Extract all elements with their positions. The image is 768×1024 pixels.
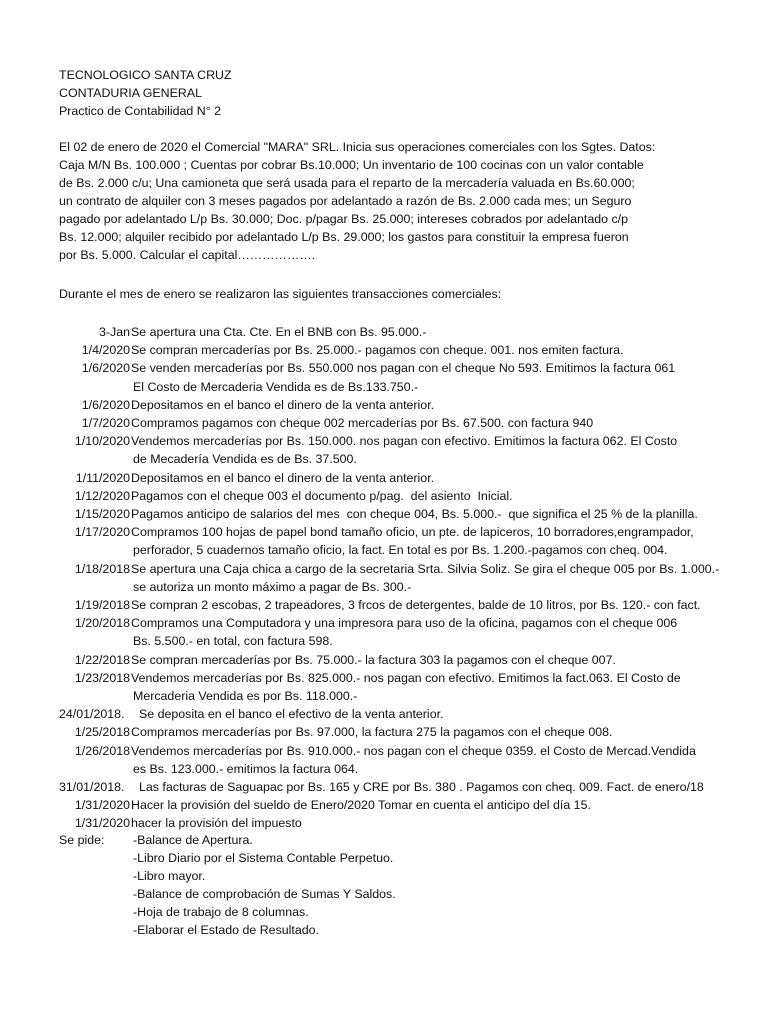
requirement-item: -Libro Diario por el Sistema Contable Perpetuo. — [133, 851, 394, 865]
transaction-date: 1/17/2020 — [74, 525, 130, 539]
intro-line: pagado por adelantado L/p Bs. 30.000; Doc. p/pagar Bs. 25.000; intereses cobrados por adelantado c/p — [59, 212, 628, 226]
requirement-item: -Balance de comprobación de Sumas Y Saldos. — [133, 887, 396, 901]
transaction-text: Se deposita en el banco el efectivo de la venta anterior. — [139, 707, 444, 721]
transaction-date: 1/18/2018 — [74, 562, 130, 576]
transaction-date: 1/22/2018 — [74, 653, 130, 667]
transaction-text-continued: de Mecadería Vendida es de Bs. 37.500. — [133, 452, 357, 466]
transaction-text: hacer la provisión del impuesto — [131, 816, 302, 830]
transaction-text: Pagamos anticipo de salarios del mes con cheque 004, Bs. 5.000.- que significa el 25 % de la planilla. — [131, 507, 698, 521]
transaction-text: Compramos 100 hojas de papel bond tamaño oficio, un pte. de lapiceros, 10 borradores,engrampador, — [131, 525, 694, 539]
transaction-text: Vendemos mercaderías por Bs. 825.000.- nos pagan con efectivo. Emitimos la fact.063. El Costo de — [131, 671, 681, 685]
transaction-text: Se venden mercaderías por Bs. 550.000 nos pagan con el cheque No 593. Emitimos la factura 061 — [131, 361, 676, 375]
section-intro: Durante el mes de enero se realizaron las siguientes transacciones comerciales: — [59, 287, 502, 301]
transaction-date: 1/31/2020 — [74, 816, 130, 830]
transaction-text-continued: se autoriza un monto máximo a pagar de Bs. 300.- — [133, 580, 412, 594]
transaction-text: Depositamos en el banco el dinero de la venta anterior. — [131, 471, 435, 485]
transaction-text: Se apertura una Caja chica a cargo de la secretaria Srta. Silvia Soliz. Se gira el cheque 005 por Bs. 1.000.- — [131, 562, 720, 576]
institution-name: TECNOLOGICO SANTA CRUZ — [59, 68, 232, 82]
intro-line: por Bs. 5.000. Calcular el capital………………. — [59, 248, 316, 262]
requirement-item: -Balance de Apertura. — [133, 833, 253, 847]
intro-line: El 02 de enero de 2020 el Comercial "MARA" SRL. Inicia sus operaciones comerciales con los Sgtes. Datos: — [59, 140, 656, 154]
transaction-date: 1/12/2020 — [74, 489, 130, 503]
transaction-text-continued: perforador, 5 cuadernos tamaño oficio, la fact. En total es por Bs. 1.200.-pagamos con cheq. 004. — [133, 543, 668, 557]
transaction-text: Pagamos con el cheque 003 el documento p/pag. del asiento Inicial. — [131, 489, 513, 503]
transaction-date: 3-Jan — [99, 325, 130, 339]
transaction-text: Compramos mercaderías por Bs. 97.000, la factura 275 la pagamos con el cheque 008. — [131, 725, 613, 739]
transaction-date: 1/4/2020 — [81, 343, 130, 357]
transaction-date: 1/15/2020 — [74, 507, 130, 521]
transaction-text: Depositamos en el banco el dinero de la venta anterior. — [131, 398, 435, 412]
transaction-text: Compramos pagamos con cheque 002 mercaderías por Bs. 67.500. con factura 940 — [131, 416, 594, 430]
transaction-date: 24/01/2018. — [59, 707, 125, 721]
transaction-date: 1/23/2018 — [74, 671, 130, 685]
transaction-text-continued: Mercaderia Vendida es por Bs. 118.000.- — [133, 689, 358, 703]
transaction-date: 1/19/2018 — [74, 598, 130, 612]
intro-line: Bs. 12.000; alquiler recibido por adelantado L/p Bs. 29.000; los gastos para constituir la empresa fueron — [59, 230, 629, 244]
intro-line: de Bs. 2.000 c/u; Una camioneta que será usada para el reparto de la mercadería valuada en Bs.60.000; — [59, 176, 635, 190]
transaction-date: 1/31/2020 — [74, 798, 130, 812]
transaction-text: Se compran mercaderías por Bs. 25.000.- pagamos con cheque. 001. nos emiten factura. — [131, 343, 624, 357]
intro-line: un contrato de alquiler con 3 meses pagados por adelantado a razón de Bs. 2.000 cada mes; un Seguro — [59, 194, 632, 208]
requirement-item: -Hoja de trabajo de 8 columnas. — [133, 905, 309, 919]
transaction-text: Vendemos mercaderías por Bs. 910.000.- nos pagan con el cheque 0359. el Costo de Mercad.Vendida — [131, 744, 696, 758]
transaction-text: Hacer la provisión del sueldo de Enero/2020 Tomar en cuenta el anticipo del día 15. — [131, 798, 591, 812]
transaction-text-continued: Bs. 5.500.- en total, con factura 598. — [133, 634, 333, 648]
requirement-item: -Libro mayor. — [133, 869, 206, 883]
transaction-text: Se compran 2 escobas, 2 trapeadores, 3 frcos de detergentes, balde de 10 litros, por Bs. 120.- con fact. — [131, 598, 701, 612]
transaction-text: Las facturas de Saguapac por Bs. 165 y CRE por Bs. 380 . Pagamos con cheq. 009. Fact. de enero/18 — [139, 780, 704, 794]
transaction-date: 1/7/2020 — [81, 416, 130, 430]
transaction-text-continued: El Costo de Mercaderia Vendida es de Bs.133.750.- — [133, 380, 419, 394]
transaction-date: 1/26/2018 — [74, 744, 130, 758]
transaction-date: 1/20/2018 — [74, 616, 130, 630]
requirement-item: -Elaborar el Estado de Resultado. — [133, 923, 319, 937]
transaction-date: 1/10/2020 — [74, 434, 130, 448]
transaction-text-continued: es Bs. 123.000.- emitimos la factura 064. — [133, 762, 359, 776]
transaction-date: 1/11/2020 — [75, 471, 130, 485]
transaction-date: 1/25/2018 — [74, 725, 130, 739]
transaction-text: Compramos una Computadora y una impresora para uso de la oficina, pagamos con el cheque 006 — [131, 616, 678, 630]
intro-line: Caja M/N Bs. 100.000 ; Cuentas por cobrar Bs.10.000; Un inventario de 100 cocinas con un valor contable — [59, 158, 644, 172]
transaction-text: Se apertura una Cta. Cte. En el BNB con Bs. 95.000.- — [131, 325, 427, 339]
transaction-date: 1/6/2020 — [81, 398, 130, 412]
transaction-date: 31/01/2018. — [59, 780, 125, 794]
transaction-date: 1/6/2020 — [81, 361, 130, 375]
transaction-text: Se compran mercaderías por Bs. 75.000.- la factura 303 la pagamos con el cheque 007. — [131, 653, 616, 667]
practice-title: Practico de Contabilidad N° 2 — [59, 104, 221, 118]
department-name: CONTADURIA GENERAL — [59, 86, 202, 100]
requirements-label: Se pide: — [59, 833, 105, 847]
transaction-text: Vendemos mercaderías por Bs. 150.000. nos pagan con efectivo. Emitimos la factura 062. El Costo — [131, 434, 678, 448]
